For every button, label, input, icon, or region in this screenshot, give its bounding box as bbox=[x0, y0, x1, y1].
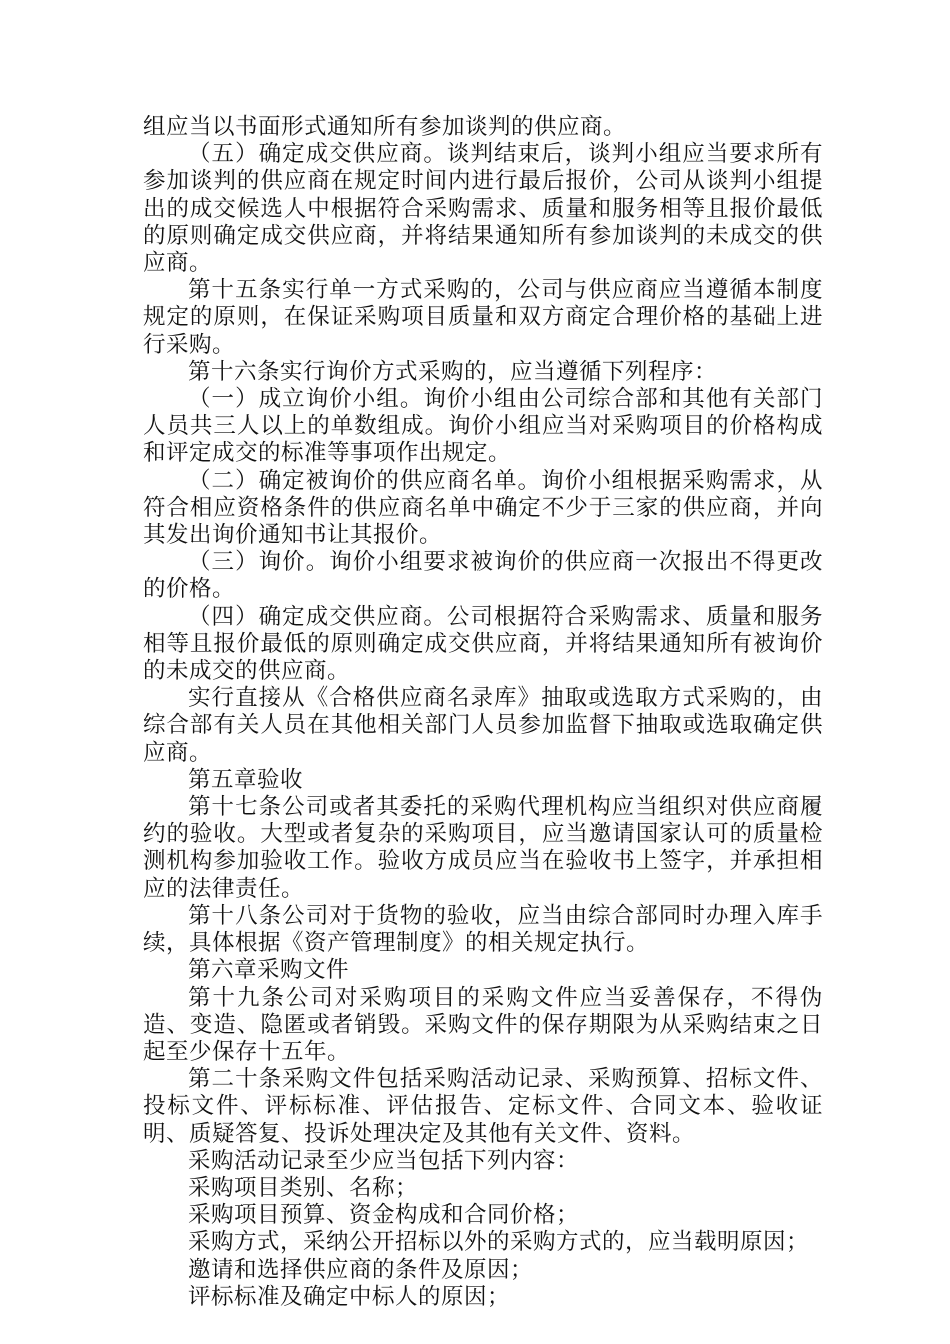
list-item-record: 评标标准及确定中标人的原因； bbox=[188, 1283, 511, 1310]
paragraph-article-16: 第十六条实行询价方式采购的，应当遵循下列程序： bbox=[188, 358, 718, 385]
paragraph-inquiry-step-1: （一）成立询价小组。询价小组由公司综合部和其他有关部门人员共三人以上的单数组成。询价小组应当对采购项目的价格构成和评定成交的标准等事项作出规定。 bbox=[143, 386, 823, 467]
paragraph-direct-selection: 实行直接从《合格供应商名录库》抽取或选取方式采购的，由综合部有关人员在其他相关部门人员参加监督下抽取或选取确定供应商。 bbox=[143, 685, 823, 766]
list-item-record: 采购项目类别、名称； bbox=[188, 1174, 419, 1201]
paragraph-clause-5: （五）确定成交供应商。谈判结束后，谈判小组应当要求所有参加谈判的供应商在规定时间内进行最后报价，公司从谈判小组提出的成交候选人中根据符合采购需求、质量和服务相等且报价最低的原则确定成交供应商，并将结果通知所有参加谈判的未成交的供应商。 bbox=[143, 141, 823, 277]
list-item-record: 采购方式，采纳公开招标以外的采购方式的，应当载明原因； bbox=[188, 1229, 810, 1256]
paragraph-article-15: 第十五条实行单一方式采购的，公司与供应商应当遵循本制度规定的原则，在保证采购项目质量和双方商定合理价格的基础上进行采购。 bbox=[143, 277, 823, 358]
paragraph-inquiry-step-3: （三）询价。询价小组要求被询价的供应商一次报出不得更改的价格。 bbox=[143, 549, 823, 603]
paragraph-article-17: 第十七条公司或者其委托的采购代理机构应当组织对供应商履约的验收。大型或者复杂的采购项目，应当邀请国家认可的质量检测机构参加验收工作。验收方成员应当在验收书上签字，并承担相应的法律责任。 bbox=[143, 794, 823, 902]
document-page bbox=[143, 114, 823, 1311]
paragraph-article-18: 第十八条公司对于货物的验收，应当由综合部同时办理入库手续，具体根据《资产管理制度》的相关规定执行。 bbox=[143, 902, 823, 957]
chapter-heading-6: 第六章采购文件 bbox=[188, 957, 350, 984]
paragraph-continuation: 组应当以书面形式通知所有参加谈判的供应商。 bbox=[143, 114, 627, 140]
list-item-record: 采购项目预算、资金构成和合同价格； bbox=[188, 1202, 580, 1229]
paragraph-inquiry-step-2: （二）确定被询价的供应商名单。询价小组根据采购需求，从符合相应资格条件的供应商名单中确定不少于三家的供应商，并向其发出询价通知书让其报价。 bbox=[143, 467, 823, 549]
list-item-record: 邀请和选择供应商的条件及原因； bbox=[188, 1256, 534, 1283]
paragraph-article-20: 第二十条采购文件包括采购活动记录、采购预算、招标文件、投标文件、评标标准、评估报告、定标文件、合同文本、验收证明、质疑答复、投诉处理决定及其他有关文件、资料。 bbox=[143, 1066, 823, 1147]
paragraph-inquiry-step-4: （四）确定成交供应商。公司根据符合采购需求、质量和服务相等且报价最低的原则确定成交供应商，并将结果通知所有被询价的未成交的供应商。 bbox=[143, 603, 823, 685]
paragraph-record-intro: 采购活动记录至少应当包括下列内容： bbox=[188, 1147, 580, 1174]
chapter-heading-5: 第五章验收 bbox=[188, 766, 304, 793]
paragraph-article-19: 第十九条公司对采购项目的采购文件应当妥善保存，不得伪造、变造、隐匿或者销毁。采购文件的保存期限为从采购结束之日起至少保存十五年。 bbox=[143, 984, 823, 1065]
